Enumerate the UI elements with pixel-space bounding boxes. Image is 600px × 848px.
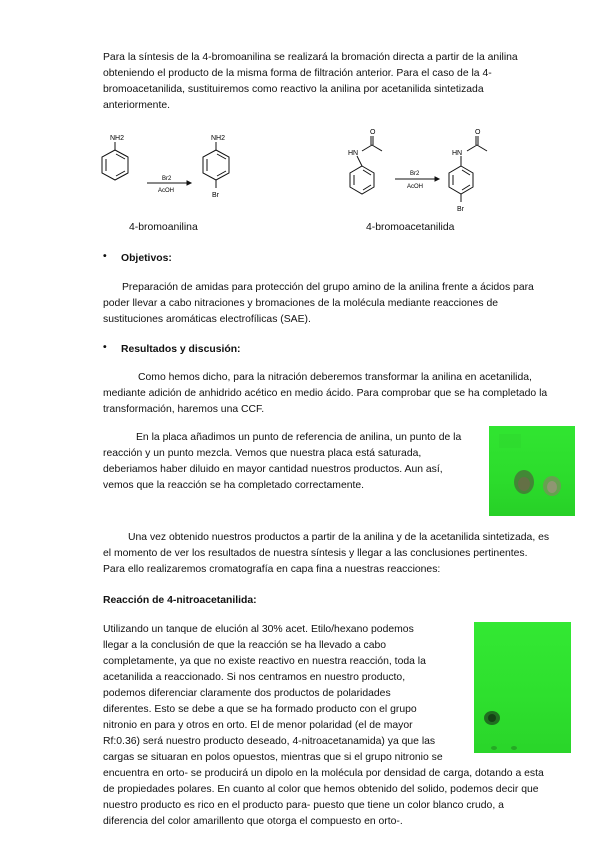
nitro-line-7: nitronio en para y otros en orto. El de menor polaridad (el de mayor bbox=[103, 720, 413, 731]
heading-resultados: Resultados y discusión: bbox=[121, 344, 241, 355]
resultados-p3-line-3: Para ello realizaremos cromatografía en capa fina a nuestras reacciones: bbox=[103, 564, 441, 575]
nitro-line-3: completamente, ya que no existe reactivo en nuestra reacción, toda la bbox=[103, 656, 426, 667]
scheme2-o-product: O bbox=[475, 129, 481, 136]
nitro-line-12: nuestro producto es rico en el producto para- puesto que tiene un color blanco crudo, a bbox=[103, 800, 504, 811]
scheme-4-bromoanilina bbox=[95, 126, 255, 216]
nitro-line-2: llegar a la conclusión de que la reacción se ha llevado a cabo bbox=[103, 640, 387, 651]
nitro-line-11: de propiedades polares. En cuanto al color que hemos obtenido del solido, podemos decir que bbox=[103, 784, 539, 795]
tlc-plate-photo-1 bbox=[489, 426, 575, 516]
bullet-objetivos: • bbox=[103, 251, 107, 262]
intro-line-3: bromoacetanilida, sustituiremos como reactivo la anilina por acetanilida sintetizada bbox=[103, 84, 484, 95]
resultados-p1-line-1: Como hemos dicho, para la nitración deberemos transformar la anilina en acetanilida, bbox=[138, 372, 532, 383]
nitro-line-9: cargas se situaran en polos opuestos, mientras que si el grupo nitronio se bbox=[103, 752, 443, 763]
scheme2-hn-product: HN bbox=[452, 150, 463, 157]
scheme2-o-reactant: O bbox=[370, 129, 376, 136]
scheme2-br: Br bbox=[457, 206, 464, 213]
bullet-resultados: • bbox=[103, 342, 107, 353]
heading-nitroacetanilida: Reacción de 4-nitroacetanilida: bbox=[103, 595, 257, 606]
resultados-p2-line-1: En la placa añadimos un punto de referencia de anilina, un punto de la bbox=[136, 432, 462, 443]
scheme1-br: Br bbox=[212, 192, 219, 199]
nitro-line-6: diferentes. Esto se debe a que se ha formado producto con el grupo bbox=[103, 704, 417, 715]
caption-4-bromoacetanilida: 4-bromoacetanilida bbox=[366, 222, 455, 233]
nitro-line-5: podemos diferenciar claramente dos productos de polaridades bbox=[103, 688, 391, 699]
scheme-4-bromoacetanilida bbox=[340, 124, 510, 219]
scheme1-nh2-reactant: NH2 bbox=[110, 135, 125, 142]
tlc-plate-photo-2 bbox=[474, 622, 571, 753]
intro-line-2: obteniendo el producto de la misma forma de filtración anterior. Para el caso de la 4- bbox=[103, 68, 492, 79]
resultados-p2-line-2: reacción y un punto mezcla. Vemos que nuestra placa está saturada, bbox=[103, 448, 422, 459]
resultados-p1-line-3: transformación, haremos una CCF. bbox=[103, 404, 265, 415]
intro-line-1: Para la síntesis de la 4-bromoanilina se realizará la bromación directa a partir de la anilina bbox=[103, 52, 518, 63]
scheme1-nh2-product: NH2 bbox=[211, 135, 226, 142]
caption-4-bromoanilina: 4-bromoanilina bbox=[129, 222, 198, 233]
intro-line-4: anteriormente. bbox=[103, 100, 170, 111]
resultados-p3-line-2: el momento de ver los resultados de nuestra síntesis y llegar a las conclusiones pertinentes. bbox=[103, 548, 528, 559]
scheme2-hn-reactant: HN bbox=[348, 150, 359, 157]
nitro-line-13: diferencia del color amarillento que otorga el compuesto en orto-. bbox=[103, 816, 403, 827]
resultados-p3-line-1: Una vez obtenido nuestros productos a partir de la anilina y de la acetanilida sintetizada, es bbox=[128, 532, 550, 543]
nitro-line-4: acetanilida a reaccionado. Si nos centramos en nuestro producto, bbox=[103, 672, 406, 683]
objetivos-line-1: Preparación de amidas para protección del grupo amino de la anilina frente a ácidos para bbox=[122, 282, 534, 293]
heading-objetivos: Objetivos: bbox=[121, 253, 172, 264]
scheme1-reagent-bottom: AcOH bbox=[158, 188, 175, 194]
resultados-p2-line-3: deberiamos haber diluido en mayor cantidad nuestros productos. Aun así, bbox=[103, 464, 443, 475]
nitro-line-8: Rf:0.36) será nuestro producto deseado, 4-nitroacetanamida) ya que las bbox=[103, 736, 436, 747]
scheme2-reagent-top: Br2 bbox=[410, 171, 420, 177]
scheme1-reagent-top: Br2 bbox=[162, 176, 172, 182]
objetivos-line-2: poder llevar a cabo nitraciones y bromaciones de la molécula mediante reacciones de bbox=[103, 298, 499, 309]
nitro-line-1: Utilizando un tanque de elución al 30% acet. Etilo/hexano podemos bbox=[103, 624, 414, 635]
objetivos-line-3: sustituciones aromáticas electrofílicas (SAE). bbox=[103, 314, 311, 325]
scheme2-reagent-bottom: AcOH bbox=[407, 184, 424, 190]
resultados-p1-line-2: mediante adición de anhidrido acético en medio ácido. Para comprobar que se ha completado la bbox=[103, 388, 548, 399]
nitro-line-10: encuentra en orto- se producirá un dipolo en la molécula por densidad de carga, dotando a esta bbox=[103, 768, 544, 779]
resultados-p2-line-4: vemos que la reacción se ha completado correctamente. bbox=[103, 480, 365, 491]
